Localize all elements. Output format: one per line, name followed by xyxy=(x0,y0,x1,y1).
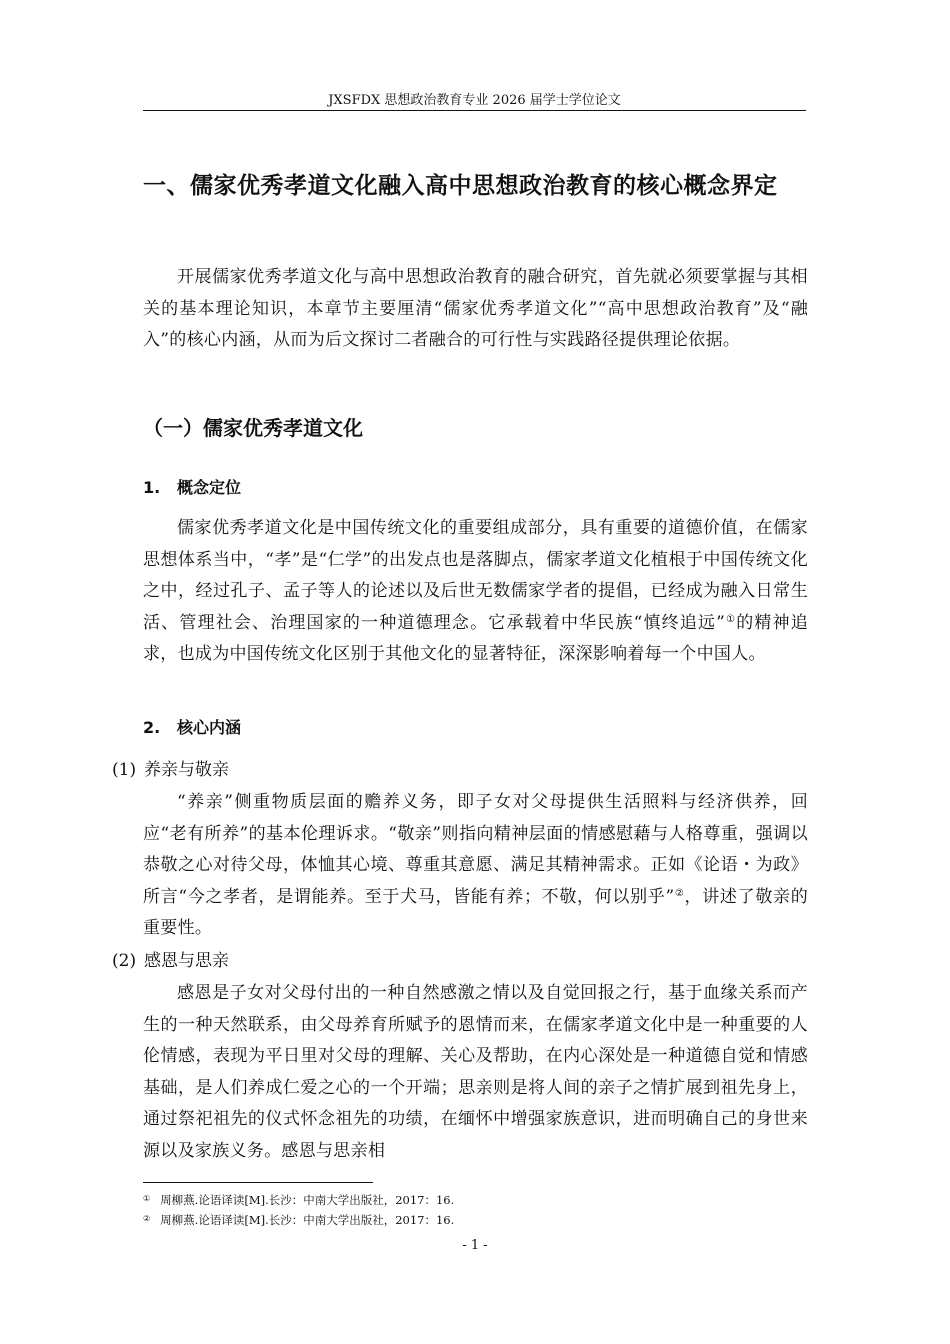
subsection-title: 核心内涵 xyxy=(177,718,242,737)
header-rule xyxy=(143,110,806,111)
footnote-mark: ② xyxy=(143,1214,151,1223)
footnote-ref-2[interactable]: ② xyxy=(674,887,685,899)
subsection-number: 1. xyxy=(143,478,161,497)
item-number: (1) xyxy=(112,760,137,780)
item1-paragraph xyxy=(143,787,808,945)
subsection-heading-concept xyxy=(143,477,241,499)
footnote xyxy=(143,1211,454,1228)
item-title: 感恩与思亲 xyxy=(144,951,229,971)
intro-paragraph: 开展儒家优秀孝道文化与高中思想政治教育的融合研究，首先就必须要掌握与其相关的基本理论知识，本章节主要厘清“儒家优秀孝道文化”“高中思想政治教育”及“融入”的核心内涵，从而为后文探讨二者融合的可行性与实践路径提供理论依据。 xyxy=(143,267,808,350)
footnote-ref-1[interactable]: ① xyxy=(725,613,737,625)
footnote-mark: ① xyxy=(143,1194,151,1203)
footnote-separator xyxy=(143,1182,373,1183)
footnote xyxy=(143,1191,454,1208)
section-title: （一）儒家优秀孝道文化 xyxy=(143,416,363,440)
footnote-text: 周柳燕.论语译读[M].长沙：中南大学出版社，2017：16. xyxy=(160,1213,455,1227)
item-title: 养亲与敬亲 xyxy=(144,760,229,780)
subsection-title: 概念定位 xyxy=(177,478,242,497)
item1-text-1: “养亲”侧重物质层面的赡养义务，即子女对父母提供生活照料与经济供养，回应“老有所养”的基本伦理诉求。“敬亲”则指向精神层面的情感慰藉与人格尊重，强调以恭敬之心对待父母，体恤其心境、尊重其意愿、满足其精神需求。正如《论语・为政》所言“今之孝者，是谓能养。至于犬马，皆能有养；不敬，何以别乎” xyxy=(143,792,808,907)
page-header: JXSFDX 思想政治教育专业 2026 届学士学位论文 xyxy=(328,93,621,108)
concept-text-2: 的精神追求，也成为中国传统文化区别于其他文化的显著特征，深深影响着每一个中国人。 xyxy=(143,612,809,664)
item1-text-2: ，讲述了敬亲的重要性。 xyxy=(143,886,809,938)
item-heading-1 xyxy=(112,758,229,782)
item-heading-2 xyxy=(112,949,229,973)
item2-paragraph: 感恩是子女对父母付出的一种自然感激之情以及自觉回报之行，基于血缘关系而产生的一种天然联系，由父母养育所赋予的恩情而来，在儒家孝道文化中是一种重要的人伦情感，表现为平日里对父母的理解、关心及帮助，在内心深处是一种道德自觉和情感基础，是人们养成仁爱之心的一个开端；思亲则是将人间的亲子之情扩展到祖先身上，通过祭祀祖先的仪式怀念祖先的功绩，在缅怀中增强家族意识，进而明确自己的身世来源以及家族义务。感恩与思亲相 xyxy=(143,983,808,1161)
chapter-title: 一、儒家优秀孝道文化融入高中思想政治教育的核心概念界定 xyxy=(143,173,778,199)
item-number: (2) xyxy=(112,951,137,971)
subsection-heading-core xyxy=(143,717,241,739)
footnote-text: 周柳燕.论语译读[M].长沙：中南大学出版社，2017：16. xyxy=(160,1193,455,1207)
concept-text-1: 儒家优秀孝道文化是中国传统文化的重要组成部分，具有重要的道德价值，在儒家思想体系当中，“孝”是“仁学”的出发点也是落脚点，儒家孝道文化植根于中国传统文化之中，经过孔子、孟子等人的论述以及后世无数儒家学者的提倡，已经成为融入日常生活、管理社会、治理国家的一种道德理念。它承载着中华民族“慎终追远” xyxy=(143,518,808,633)
page-number: - 1 - xyxy=(462,1238,488,1253)
concept-paragraph xyxy=(143,513,808,671)
subsection-number: 2. xyxy=(143,718,161,737)
